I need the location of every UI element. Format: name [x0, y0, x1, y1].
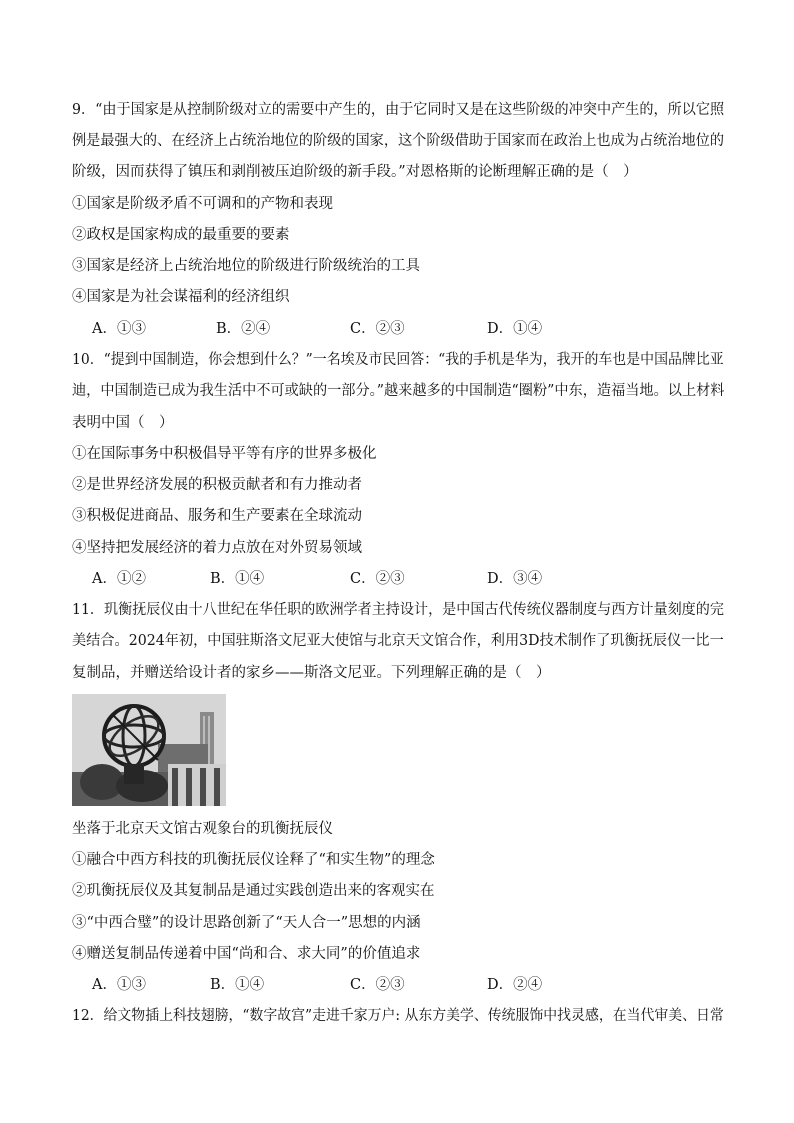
q9-option-d[interactable]: D．①④ [487, 321, 543, 337]
q11-statement: ④赠送复制品传递着中国“尚和合、求大同”的价值追求 [72, 946, 421, 962]
q11-stem-line: 美结合。2024年初，中国驻斯洛文尼亚大使馆与北京天文馆合作，利用3D技术制作了玑衡抚辰仪一比一 [72, 633, 724, 649]
q11-statement: ③“中西合璧”的设计思路创新了“天人合一”思想的内涵 [72, 915, 421, 931]
q9-statement: ③国家是经济上占统治地位的阶级进行阶级统治的工具 [72, 258, 420, 274]
q10-option-b[interactable]: B．①④ [210, 571, 265, 587]
q11-stem-line: 复制品，并赠送给设计者的家乡——斯洛文尼亚。下列理解正确的是（ ） [72, 665, 551, 681]
q9-stem-line: 9．“由于国家是从控制阶级对立的需要中产生的，由于它同时又是在这些阶级的冲突中产生的，所以它照 [72, 102, 725, 118]
q10-stem-line: 迪，中国制造已成为我生活中不可或缺的一部分。”越来越多的中国制造“圈粉”中东，造福当地。以上材料 [72, 383, 725, 399]
q9-stem-line: 例是最强大的、在经济上占统治地位的阶级的国家，这个阶级借助于国家而在政治上也成为占统治地位的 [72, 133, 724, 149]
q9-statement: ④国家是为社会谋福利的经济组织 [72, 289, 290, 305]
armillary-sphere-illustration [72, 694, 226, 806]
q11-option-d[interactable]: D．②④ [487, 977, 543, 993]
q10-option-c[interactable]: C．②③ [350, 571, 405, 587]
q11-option-b[interactable]: B．①④ [210, 977, 265, 993]
q10-statement: ③积极促进商品、服务和生产要素在全球流动 [72, 508, 362, 524]
q10-stem-line: 10．“提到中国制造，你会想到什么？”一名埃及市民回答：“我的手机是华为，我开的车也是中国品牌比亚 [72, 352, 724, 368]
q10-statement: ④坚持把发展经济的着力点放在对外贸易领域 [72, 540, 362, 556]
q9-stem-line: 阶级，因而获得了镇压和剥削被压迫阶级的新手段。”对恩格斯的论断理解正确的是（ ） [72, 164, 638, 180]
q10-option-d[interactable]: D．③④ [487, 571, 543, 587]
q10-option-a[interactable]: A．①② [92, 571, 146, 587]
q10-statement: ①在国际事务中积极倡导平等有序的世界多极化 [72, 446, 377, 462]
q11-statement: ②玑衡抚辰仪及其复制品是通过实践创造出来的客观实在 [72, 883, 435, 899]
q9-option-a[interactable]: A．①③ [92, 321, 146, 337]
armillary-sphere-photo [72, 694, 226, 806]
q9-statement: ①国家是阶级矛盾不可调和的产物和表现 [72, 196, 333, 212]
q10-stem-line: 表明中国（ ） [72, 415, 174, 431]
q11-statement: ①融合中西方科技的玑衡抚辰仪诠释了“和实生物”的理念 [72, 852, 435, 868]
q11-option-c[interactable]: C．②③ [350, 977, 405, 993]
q9-option-b[interactable]: B．②④ [216, 321, 271, 337]
q11-stem-line: 11．玑衡抚辰仪由十八世纪在华任职的欧洲学者主持设计，是中国古代传统仪器制度与西方计量刻度的完 [72, 602, 724, 618]
q11-option-a[interactable]: A．①③ [92, 977, 146, 993]
q12-stem-line: 12．给文物插上科技翅膀，“数字故宫”走进千家万户: 从东方美学、传统服饰中找灵感，在当代审美、日常 [72, 1008, 724, 1024]
q11-photo-caption: 坐落于北京天文馆古观象台的玑衡抚辰仪 [72, 821, 333, 837]
q10-statement: ②是世界经济发展的积极贡献者和有力推动者 [72, 477, 362, 493]
q9-statement: ②政权是国家构成的最重要的要素 [72, 227, 290, 243]
q9-option-c[interactable]: C．②③ [350, 321, 405, 337]
